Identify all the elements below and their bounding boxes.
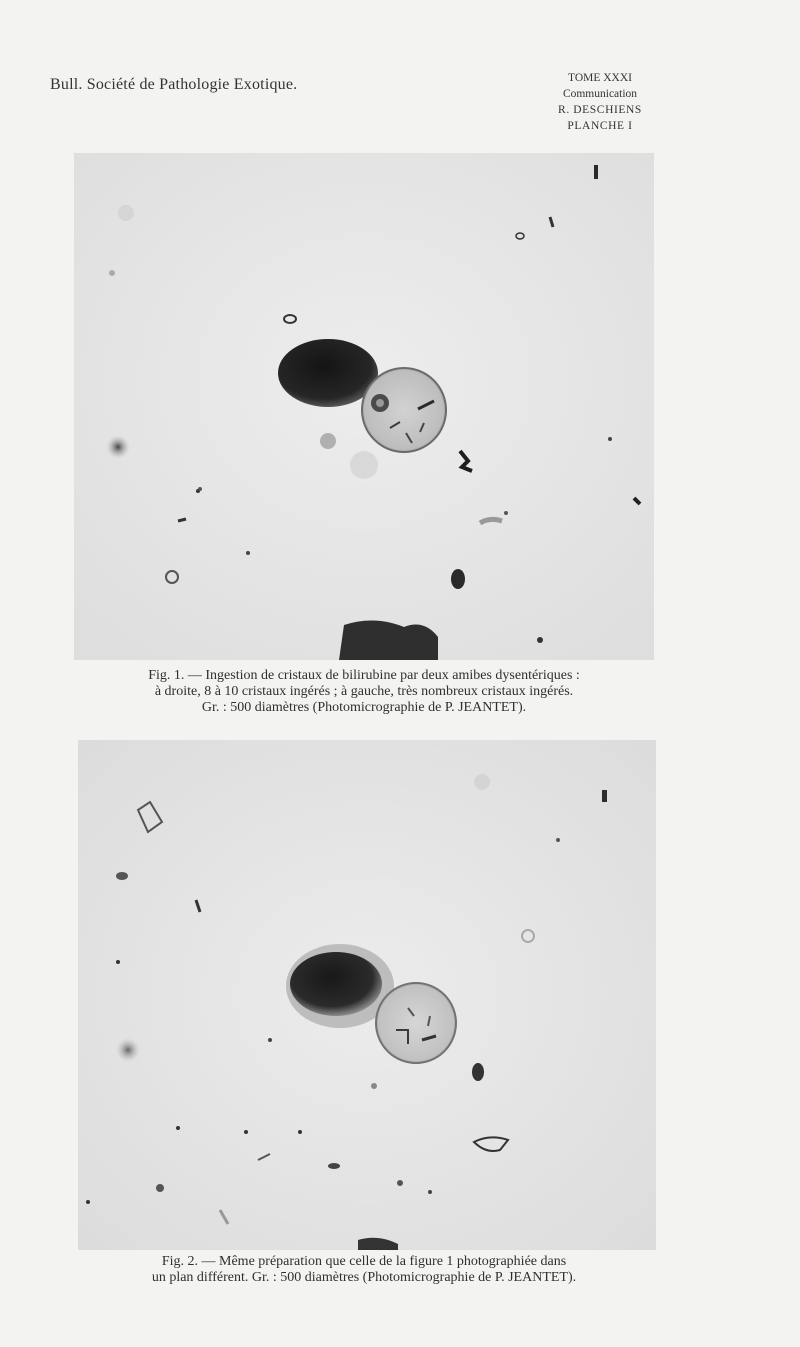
figure-2-caption	[60, 1254, 668, 1286]
figure-1-photomicrograph	[74, 153, 654, 660]
figure-1-caption	[60, 668, 668, 716]
amoeba-dark-left	[290, 952, 382, 1016]
plate-info	[530, 70, 670, 134]
volume-label: TOME XXXI	[568, 72, 632, 84]
amoeba-light-right	[376, 983, 456, 1063]
caption-line: Gr. : 500 diamètres (Photomicrographie de P. JEANTET).	[201, 700, 527, 715]
author-label: R. DESCHIENS	[558, 104, 642, 116]
caption-line: à droite, 8 à 10 cristaux ingérés ; à gauche, très nombreux cristaux ingérés.	[154, 684, 574, 699]
plate-label: PLANCHE I	[567, 120, 633, 132]
caption-line: Fig. 1. — Ingestion de cristaux de bilirubine par deux amibes dysentériques :	[148, 668, 580, 683]
caption-line: un plan différent. Gr. : 500 diamètres (Photomicrographie de P. JEANTET).	[151, 1270, 577, 1285]
caption-line: Fig. 2. — Même préparation que celle de la figure 1 photographiée dans	[161, 1254, 567, 1269]
figure-2-photomicrograph	[78, 740, 656, 1250]
journal-title: Bull. Société de Pathologie Exotique.	[50, 76, 298, 93]
amoeba-dark-left	[278, 339, 378, 407]
communication-label: Communication	[562, 88, 638, 100]
